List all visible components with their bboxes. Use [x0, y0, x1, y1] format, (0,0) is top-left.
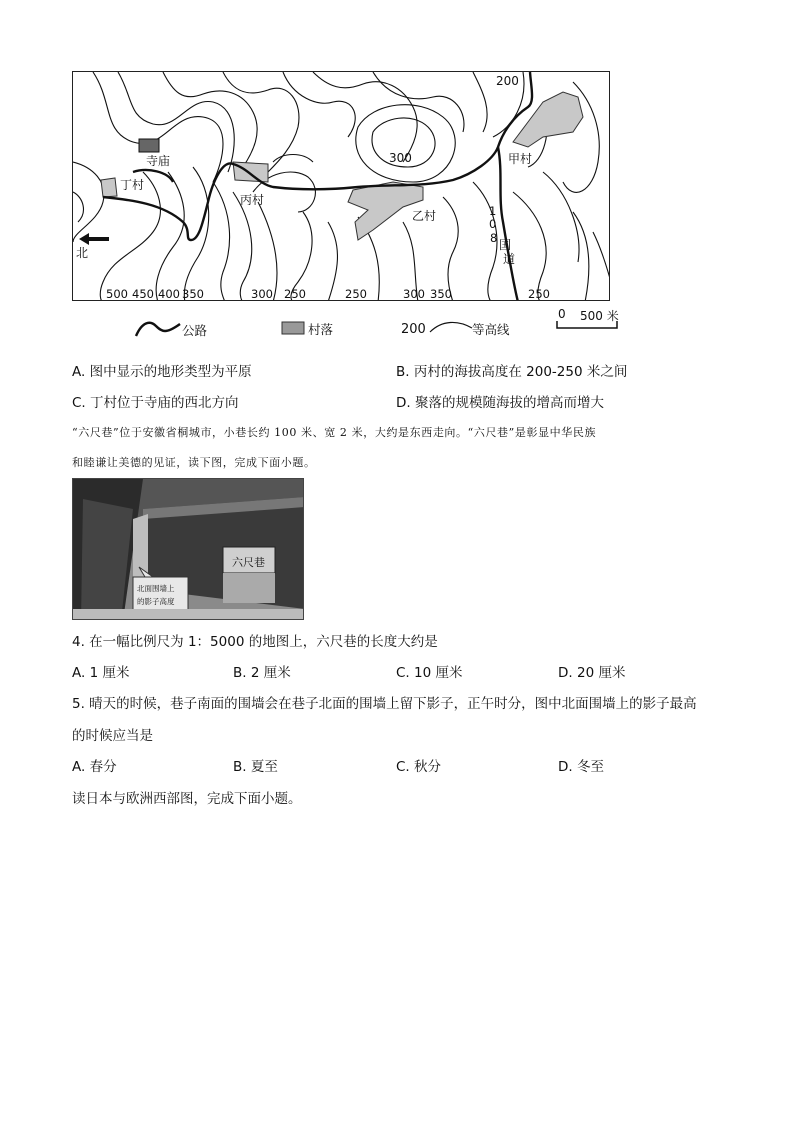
road-label-0: 0 [489, 217, 497, 231]
contour-num: 300 [251, 287, 273, 301]
contour-num: 250 [345, 287, 367, 301]
contour-num: 250 [528, 287, 550, 301]
contour-label-200: 200 [496, 74, 519, 88]
village-legend-icon [281, 321, 305, 335]
legend-contour-label: 等高线 [472, 322, 510, 337]
q5-option-b: B. 夏至 [233, 759, 278, 775]
contour-num: 400 [158, 287, 180, 301]
option-b: B. 丙村的海拔高度在 200-250 米之间 [396, 364, 628, 380]
legend-contour-value: 200 [401, 322, 426, 337]
q4-option-b: B. 2 厘米 [233, 665, 291, 681]
topographic-map [72, 71, 610, 301]
contour-num: 450 [132, 287, 154, 301]
road-label-1: 1 [489, 204, 497, 218]
q4-option-a: A. 1 厘米 [72, 665, 130, 681]
q5-option-d: D. 冬至 [558, 759, 604, 775]
alley-photo-illustration [73, 479, 304, 620]
road-label-dao: 道 [503, 252, 516, 266]
q5-option-c: C. 秋分 [396, 759, 442, 775]
road-legend-icon [134, 318, 182, 340]
q5-stem-line-2: 的时候应当是 [72, 728, 153, 744]
liuchixiang-photo [72, 478, 304, 620]
ding-village-label: 丁村 [120, 178, 145, 192]
option-a: A. 图中显示的地形类型为平原 [72, 364, 252, 380]
contour-num: 350 [182, 287, 204, 301]
legend-village-label: 村落 [308, 322, 334, 337]
jia-village-label: 甲村 [508, 152, 533, 166]
legend-road-label: 公路 [182, 323, 208, 338]
passage-line-1: “六尺巷”位于安徽省桐城市，小巷长约 100 米、宽 2 米，大约是东西走向。“六尺巷”是彰显中华民族 [72, 426, 597, 439]
scale-zero: 0 [558, 307, 566, 321]
caption-line-2: 的影子高度 [137, 597, 175, 606]
q4-stem: 4. 在一幅比例尺为 1：5000 的地图上，六尺巷的长度大约是 [72, 634, 438, 650]
option-c: C. 丁村位于寺庙的西北方向 [72, 395, 239, 411]
north-label: 北 [76, 246, 89, 260]
caption-line-1: 北面围墙上 [137, 584, 175, 593]
contour-num: 500 [106, 287, 128, 301]
option-d: D. 聚落的规模随海拔的增高而增大 [396, 395, 604, 411]
scale-value: 500 米 [580, 309, 619, 323]
road-label-8: 8 [490, 231, 498, 245]
contour-num: 300 [403, 287, 425, 301]
yi-village-label: 乙村 [412, 209, 437, 223]
sign-text: 六尺巷 [232, 556, 265, 569]
q5-option-a: A. 春分 [72, 759, 117, 775]
contour-lines [73, 72, 610, 301]
q5-stem-line-1: 5. 晴天的时候，巷子南面的围墙会在巷子北面的围墙上留下影子，正午时分，图中北面围墙上的影子最高 [72, 696, 697, 712]
bing-village-label: 丙村 [240, 193, 265, 207]
contour-num: 250 [284, 287, 306, 301]
road-label-guo: 国 [499, 238, 512, 252]
contour-label-300: 300 [389, 151, 412, 165]
passage-line-2: 和睦谦让美德的见证，读下图，完成下面小题。 [72, 456, 316, 469]
q4-option-c: C. 10 厘米 [396, 665, 463, 681]
temple-label: 寺庙 [146, 154, 171, 168]
next-prompt: 读日本与欧洲西部图，完成下面小题。 [72, 791, 302, 807]
scale-bar-icon [555, 320, 621, 330]
contour-legend-icon [428, 318, 474, 334]
contour-num: 350 [430, 287, 452, 301]
q4-option-d: D. 20 厘米 [558, 665, 626, 681]
